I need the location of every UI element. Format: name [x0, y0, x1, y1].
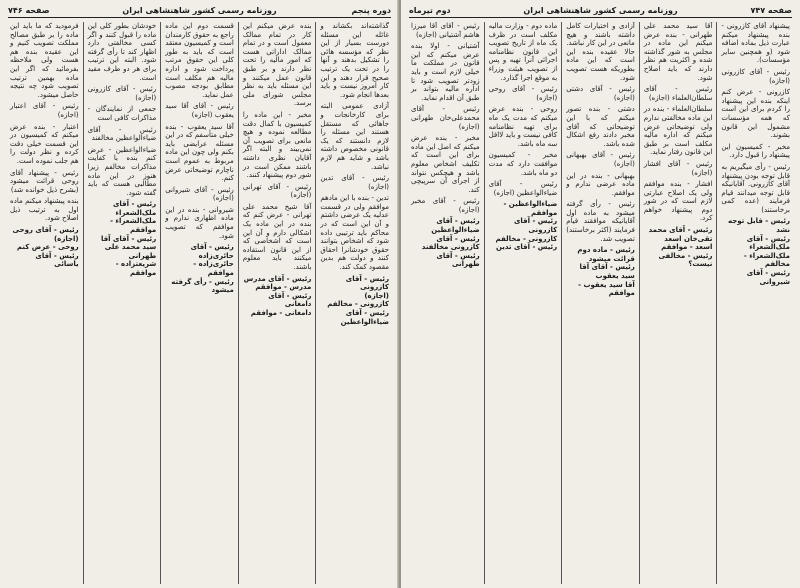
speaker-line: رئیس - آقای محمد تقی‌خان اسعد [648, 226, 713, 243]
speaker-line: آقا سید یعقوب - موافقم [578, 280, 635, 298]
speaker-line: رئیس - آقای ضیاءالواعظین [431, 217, 480, 235]
speaker-line: رئیس - آقای ضیاءالواعظین [340, 309, 389, 326]
left-page-header [8, 4, 391, 18]
right-page-columns [407, 22, 794, 584]
paragraph: خودشان بطور کلی این ماده را قبول کنند و اگر کسی مخالفتی دارد اظهار کند تا رأی گرفته شود. البته این ترتیب برای هر دو طرف مفید است. [87, 22, 157, 82]
paragraph: رئیس - آقای ضیاءالواعظین (اجازه) [488, 180, 558, 197]
speaker-line: ضیاءالواعظین - موافقم [503, 200, 558, 217]
speaker-line: حائری‌زاده - موافقم [193, 260, 234, 278]
paragraph: رئیس - آقای دشتی (اجازه) [566, 85, 635, 102]
paragraph: مخبر - بنده عرض میکنم که اصل این ماده برای این است که تکلیف اشخاص معلوم باشد و هیچکس نتواند از اجرای آن سرپیچی کند. [411, 134, 480, 194]
paragraph: فرمودید که ما باید این ماده را بر طبق مصالح مملکت تصویب کنیم و این عقیده بنده هم هست ولی ملاحظه بفرمائید که اگر این ماده بهمین ترتیب تصویب شود چه نتیجه حاصل میشود. [10, 22, 79, 99]
speaker-line: رئیس - آقای روحی (اجازه) [12, 226, 79, 243]
speaker-line: رئیس - مخالفی نیست؟ [658, 251, 713, 269]
paragraph: رئیس - رأی گرفته میشود به ماده اول آقایانیکه موافقند قیام فرمایند (اکثر برخاستند) تصویب شد. [566, 200, 635, 243]
paragraph: اعتبار - بنده عرض میکنم که کمیسیون در این قسمت خیلی دقت کرده و نظر دولت را هم جلب نموده است. [10, 122, 79, 165]
speaker-line: رئیس - آقای کازرونی [345, 274, 389, 292]
speaker-line: رئیس - آقای آقا سید یعقوب [579, 263, 635, 281]
speaker-line: رئیس - ماده دوم قرائت میشود [577, 246, 635, 263]
left-page-columns [6, 22, 393, 584]
paragraph: رئیس - پیشنهاد آقای روحی قرائت میشود (بشرح ذیل خوانده شد) [10, 168, 79, 194]
speaker-line: رئیس - آقای مدرس [243, 274, 312, 283]
speaker-line: کازرونی - مخالفم [495, 234, 558, 243]
paragraph: گذاشته‌اند بکشاند و غائله این مسئله دورست بسیار از این نظر که مؤسسه هائی را تشکیل بدهند و آنها را در تحت یک ترتیب صحیح قرار دهند و این کار امروز نیست و باید بعدها انجام شود. [320, 22, 389, 99]
speaker-line: رئیس - آقای طهرانی [436, 251, 480, 269]
paragraph: آشتیانی - اولا بنده عرض میکنم که این قانون در مملکت ما خیلی لازم است و باید زودتر تصویب شود تا اداره مالیه بتواند بر طبق آن اقدام نماید. [411, 42, 480, 102]
speaker-line: مدرس - موافقم [255, 283, 312, 292]
paragraph: ماده دوم - وزارت مالیه مکلف است در ظرف یک ماه از تاریخ تصویب این قانون نظامنامه اجرائی آنرا تهیه و پس از تصویب هیئت وزراء به موقع اجرا گذارد. [488, 22, 558, 82]
speaker-line: شریعتزاده - موافقم [115, 260, 157, 278]
right-page-date: دوم تیرماه [409, 6, 451, 15]
text-column [484, 22, 562, 584]
left-page [0, 0, 399, 588]
right-page-header [409, 4, 792, 18]
speaker-line: دامغانی - موافقم [250, 309, 312, 317]
paragraph: مخبر - کمیسیون موافقت دارد که مدت دو ماه باشد. [488, 151, 558, 177]
text-column [83, 22, 161, 584]
speaker-line: رئیس - آقای کازرونی مخالفند [421, 234, 480, 252]
speaker-line: رئیس - آقای شیروانی [746, 269, 790, 286]
paragraph: رئیس - آقای محمدعلی‌خان طهرانی (اجازه) [411, 105, 480, 131]
right-page-title: روزنامه رسمی کشور شاهنشاهی ایران [523, 6, 678, 15]
speaker-line: ملک‌الشعراء - موافقم [110, 217, 157, 235]
speaker-line: روحی - عرض کنم [16, 243, 79, 252]
paragraph: مخبر - این ماده را کمیسیون با کمال دقت مطالعه نموده و هیچ مانعی برای تصویب آن نمی‌بیند و البته اگر آقایان نظری داشته باشند ممکن است در شور دوم پیشنهاد کنند. [242, 110, 312, 180]
paragraph: رئیس - آقای شیروانی (اجازه) [165, 185, 234, 203]
right-page [401, 0, 800, 588]
left-page-number: صفحه ۷۴۶ [8, 6, 50, 15]
text-column [6, 22, 83, 584]
paragraph: تدین - بنده با این مادهم موافقم ولی در قسمت عدلیه یک عرضی داشتم و آن این است که در محاکم باید ترتیبی داده شود که اشخاص بتوانند حقوق خودشانرا احقاق کنند و دولت هم بدین مقصود کمک کند. [320, 194, 389, 272]
paragraph: رئیس - آقای اعتبار (اجازه) [10, 102, 79, 119]
paragraph: رئیس - آقای کازرونی (اجازه) [721, 67, 790, 85]
paragraph: رئیس - آقای تدین (اجازه) [320, 174, 389, 191]
paragraph: رئیس - آقای افشار (اجازه) [643, 159, 713, 177]
paragraph: مخبر - کمیسیون این پیشنهاد را قبول دارد. [721, 142, 790, 160]
text-column [639, 22, 717, 584]
speaker-line: رئیس - رأی گرفته میشود [171, 277, 234, 295]
speaker-line: رئیس - آقای یاسائی [35, 251, 79, 269]
speaker-line: رئیس - قابل توجه نشد [727, 217, 790, 235]
speaker-line: ملک‌الشعراء - مخالفم [743, 251, 790, 269]
paragraph: آقا شیخ محمد علی تهرانی - عرض کنم که بنده در این ماده یک اشکالی دارم و آن این است که اشخاصی که از این قانون استفاده میکنند باید معلوم باشند. [242, 202, 312, 272]
paragraph: آقا سید محمد علی طهرانی - بنده عرض میکنم این ماده در مجلس به شور گذاشته شده و اکثریت هم نظر دارند که باید اصلاح شود. [643, 22, 713, 82]
paragraph: رئیس - آقای روحی (اجازه) [488, 85, 558, 102]
text-column [716, 22, 794, 584]
text-column [238, 22, 316, 584]
paragraph: بنده عرض میکنم این کار در تمام ممالک معمول است و در تمام ممالک اداراتی هست که امور مالیه را تحت نظر دارند و بر طبق قانون عمل میکنند و این مسئله باید به نظر مجلس شورای ملی برسد. [242, 22, 312, 108]
speaker-line: اسعد - موافقم [661, 243, 713, 252]
paragraph: رئیس - رأی میگیریم به قابل توجه بودن پیشنهاد آقای کازرونی. آقایانیکه قابل توجه میدانند قیام فرمایند (عده کمی برخاستند) [721, 162, 790, 214]
paragraph: رئیس - آقای آقا میرزا هاشم آشتیانی (اجازه) [411, 22, 480, 39]
speaker-line: رئیس - آقای ملک‌الشعراء [113, 200, 157, 217]
paragraph: دشتی - بنده تصور میکنم که با این توضیحاتی که آقای مخبر دادند رفع اشکال شده باشد. [566, 105, 635, 148]
paragraph: رئیس - آقای سلطان‌العلماء (اجازه) [643, 85, 713, 102]
speaker-line: کازرونی - مخالفم [327, 300, 389, 309]
text-column [160, 22, 238, 584]
paragraph: رئیس - آقای آقا سید یعقوب (اجازه) [165, 102, 234, 119]
paragraph: سلطان‌العلماء - بنده در این ماده مخالفتی ندارم ولی توضیحاتی عرض میکنم که اداره مالیه مکلف است بر طبق این قانون رفتار نماید. [643, 105, 713, 157]
speaker-line: رئیس - آقای دامغانی [268, 291, 312, 309]
paragraph: بهبهانی - بنده در این ماده عرضی ندارم و موافقم. [566, 171, 635, 197]
paragraph: روحی - بنده عرض میکنم که مدت یک ماه برای تهیه نظامنامه کافی نیست و باید لااقل سه ماه باشد. [488, 105, 558, 148]
text-column [407, 22, 484, 584]
speaker-line: رئیس - آقای آقا سید محمد علی طهرانی [100, 234, 157, 260]
paragraph: رئیس - آقای کازرونی (اجازه) [87, 85, 157, 102]
paragraph: کازرونی - عرض کنم اینکه بنده این پیشنهاد را کردم برای این است که همه مؤسسات مشمول این قانون بشوند. [721, 88, 790, 140]
paragraph: ضیاءالواعظین - عرض کنم بنده با کفایت مذاکرات مخالفم زیرا هنوز در این ماده مطالبی هست که باید گفته شود. [87, 145, 157, 197]
paragraph: رئیس - آقای مخبر (اجازه) [411, 197, 480, 214]
paragraph: شیروانی - بنده در این ماده اظهاری ندارم و موافقم که تصویب شود. [165, 205, 234, 240]
paragraph: رئیس - آقای ضیاءالواعظین مخالفند [87, 125, 157, 143]
paragraph: پیشنهاد آقای کازرونی - بنده پیشنهاد میکنم عبارت ذیل بماده اضافه شود (و همچنین سایر مؤسسات). [721, 22, 790, 65]
right-page-number: صفحه ۷۴۷ [750, 6, 792, 15]
left-page-title: روزنامه رسمی کشور شاهنشاهی ایران [122, 6, 277, 15]
paragraph: آزادی عمومی البته برای کارخانجات و جاهائی که مستقل هستند این مسئله را لازم دانستند که یک قانونی مخصوص داشته باشد و شاید هم لازم نباشد. [320, 102, 389, 171]
speaker-line: رئیس - آقای تدین [495, 243, 558, 252]
paragraph: بنده پیشنهاد میکنم ماده اول به ترتیب ذیل اصلاح شود. [10, 197, 79, 223]
paragraph: آزادی و اختیارات کامل داشته باشند و هیچ مانعی در این کار نباشد. حالا عقیده بنده این است که این ماده بطوریکه هست تصویب شود. [566, 22, 635, 82]
paragraph: افشار - بنده موافقم ولی یک اصلاح عبارتی لازم است که در شور دوم پیشنهاد خواهم کرد. [643, 180, 713, 223]
paragraph: جمعی از نمایندگان - مذاکرات کافی است [87, 105, 157, 122]
paragraph: رئیس - آقای بهبهانی (اجازه) [566, 151, 635, 168]
left-page-period: دوره پنجم [351, 6, 391, 15]
speaker-line: رئیس - آقای حائری‌زاده [190, 243, 234, 260]
paragraph: رئیس - آقای تهرانی (اجازه) [242, 182, 312, 200]
speaker-line: رئیس - آقای ملک‌الشعراء [746, 234, 790, 252]
paragraph: قسمت دوم این ماده راجع به حقوق کارمندان است و کمیسیون معتقد است که باید به طور کلی این حقوق مرتب پرداخت شود و اداره مالیه هم مکلف است مطابق بودجه مصوب عمل نماید. [165, 22, 234, 99]
paragraph: آقا سید یعقوب - بنده خیلی متأسفم که در این مسئله عرایضی باید بکنم ولی چون این ماده مربوط به عموم است ناچارم توضیحاتی عرض کنم. [165, 122, 234, 183]
speaker-line: (اجازه) [364, 291, 389, 300]
text-column [561, 22, 639, 584]
text-column [315, 22, 393, 584]
speaker-line: رئیس - آقای کازرونی [514, 217, 558, 235]
